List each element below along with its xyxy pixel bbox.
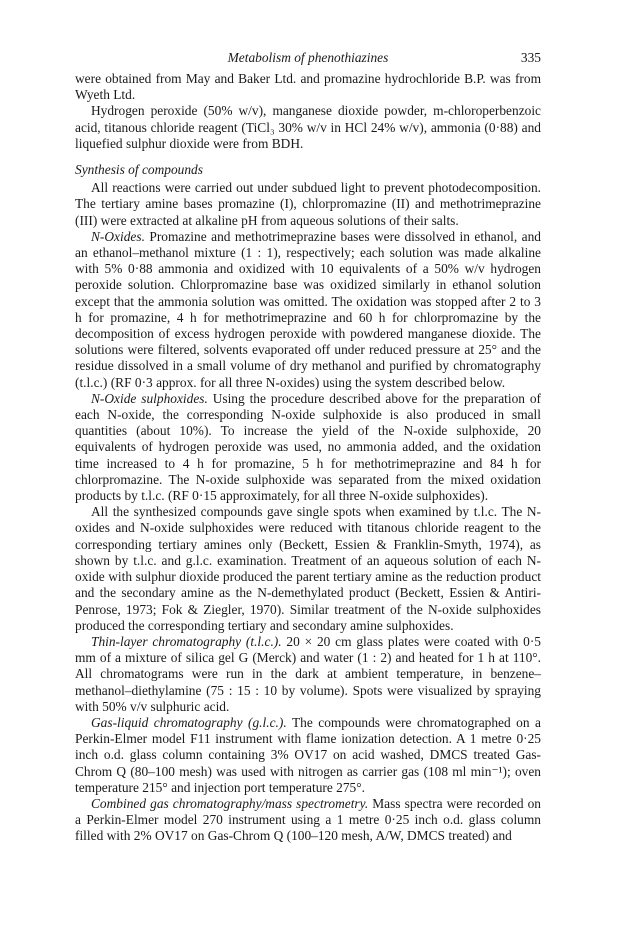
paragraph-gcms	[75, 796, 541, 845]
run-in-heading-n-oxides: N-Oxides.	[91, 228, 145, 244]
run-in-heading-gcms: Combined gas chromatography/mass spectrometry.	[91, 795, 369, 811]
page-number: 335	[520, 50, 541, 65]
paragraph-synthesis-intro: All reactions were carried out under subdued light to prevent photodecomposition. The tertiary amine bases promazine (I), chlorpromazine (II) and methotrimeprazine (III) were extracted at alkaline pH from aqueous solutions of their salts.	[75, 180, 541, 228]
run-in-heading-glc: Gas-liquid chromatography (g.l.c.).	[91, 714, 287, 730]
paragraph-reagents: Hydrogen peroxide (50% w/v), manganese dioxide powder, m-chloroperbenzoic acid, titanous chloride reagent (TiCl₃ 30% w/v in HCl 24% w/v), ammonia (0·88) and liquefied sulphur dioxide were from BDH.	[75, 103, 541, 151]
paragraph-n-oxide-sulphoxides-text: Using the procedure described above for the preparation of each N-oxide, the corresponding N-oxide sulphoxide is also produced in small quantities (about 10%). To increase the yield of the N-oxide sulphoxide, 20 equivalents of hydrogen peroxide was used, no ammonia added, and the oxidation time increased to 4 h for promazine, 5 h for methotrimeprazine and 84 h for chlorpromazine. The N-oxide sulphoxide was separated from the mixed oxidation products by t.l.c. (RF 0·15 approximately, for all three N-oxide sulphoxides).	[75, 390, 541, 504]
paragraph-n-oxides-text: Promazine and methotrimeprazine bases were dissolved in ethanol, and an ethanol–methanol mixture (1 : 1), respectively; each solution was made alkaline with 5% 0·88 ammonia and oxidized with 10 equivalents of a 50% w/v hydrogen peroxide solution. Chlorpromazine base was oxidized similarly in ethanol solution except that the ammonia solution was omitted. The oxidation was stopped after 2 to 3 h for promazine, 4 h for methotrimeprazine and 60 h for chlorpromazine by the decomposition of excess hydrogen peroxide with powdered manganese dioxide. The solutions were filtered, solvents evaporated off under reduced pressure at 25° and the residue dissolved in a small volume of dry methanol and purified by chromatography (t.l.c.) (RF 0·3 approx. for all three N-oxides) using the system described below.	[75, 228, 541, 390]
paragraph-glc	[75, 715, 541, 796]
page-header	[75, 50, 541, 68]
paragraph-glc-text: The compounds were chromatographed on a Perkin-Elmer model F11 instrument with flame ionization detection. A 1 metre 0·25 inch o.d. glass column containing 3% OV17 on acid washed, DMCS treated Gas-Chrom Q (80–100 mesh) was used with nitrogen as carrier gas (108 ml min⁻¹); oven temperature 215° and injection port temperature 275°.	[75, 714, 541, 795]
section-heading-synthesis: Synthesis of compounds	[75, 162, 203, 178]
paragraph-tlc	[75, 634, 541, 715]
paragraph-tlc-text: 20 × 20 cm glass plates were coated with 0·5 mm of a mixture of silica gel G (Merck) and water (1 : 2) and heated for 1 h at 110°. All chromatograms were run in the dark at ambient temperature, in benzene–methanol–diethylamine (75 : 15 : 10 by volume). Spots were visualized by spraying with 50% v/v sulphuric acid.	[75, 633, 541, 714]
run-in-heading-tlc: Thin-layer chromatography (t.l.c.).	[91, 633, 282, 649]
paragraph-reduction: All the synthesized compounds gave single spots when examined by t.l.c. The N-oxides and N-oxide sulphoxides were reduced with titanous chloride reagent to the corresponding tertiary amines only (Beckett, Essien & Franklin-Smyth, 1974), as shown by t.l.c. and g.l.c. examination. Treatment of an aqueous solution of each N-oxide with sulphur dioxide produced the parent tertiary amine as the reduction product and the secondary amine as the N-demethylated product (Beckett, Essien & Antiri-Penrose, 1973; Fok & Ziegler, 1970). Similar treatment of the N-oxide sulphoxides produced the corresponding tertiary and secondary amine sulphoxides.	[75, 504, 541, 633]
paragraph-suppliers-continued: were obtained from May and Baker Ltd. and promazine hydrochloride B.P. was from Wyeth Ltd.	[75, 71, 541, 103]
paragraph-n-oxides	[75, 229, 541, 391]
paragraph-gcms-text: Mass spectra were recorded on a Perkin-Elmer model 270 instrument using a 1 metre 0·25 inch o.d. glass column filled with 2% OV17 on Gas-Chrom Q (100–120 mesh, A/W, DMCS treated) and	[75, 795, 542, 844]
body-text	[75, 71, 541, 845]
paragraph-n-oxide-sulphoxides	[75, 391, 541, 504]
run-in-heading-n-oxide-sulphoxides: N-Oxide sulphoxides.	[91, 390, 208, 406]
running-title: Metabolism of phenothiazines	[227, 50, 389, 65]
